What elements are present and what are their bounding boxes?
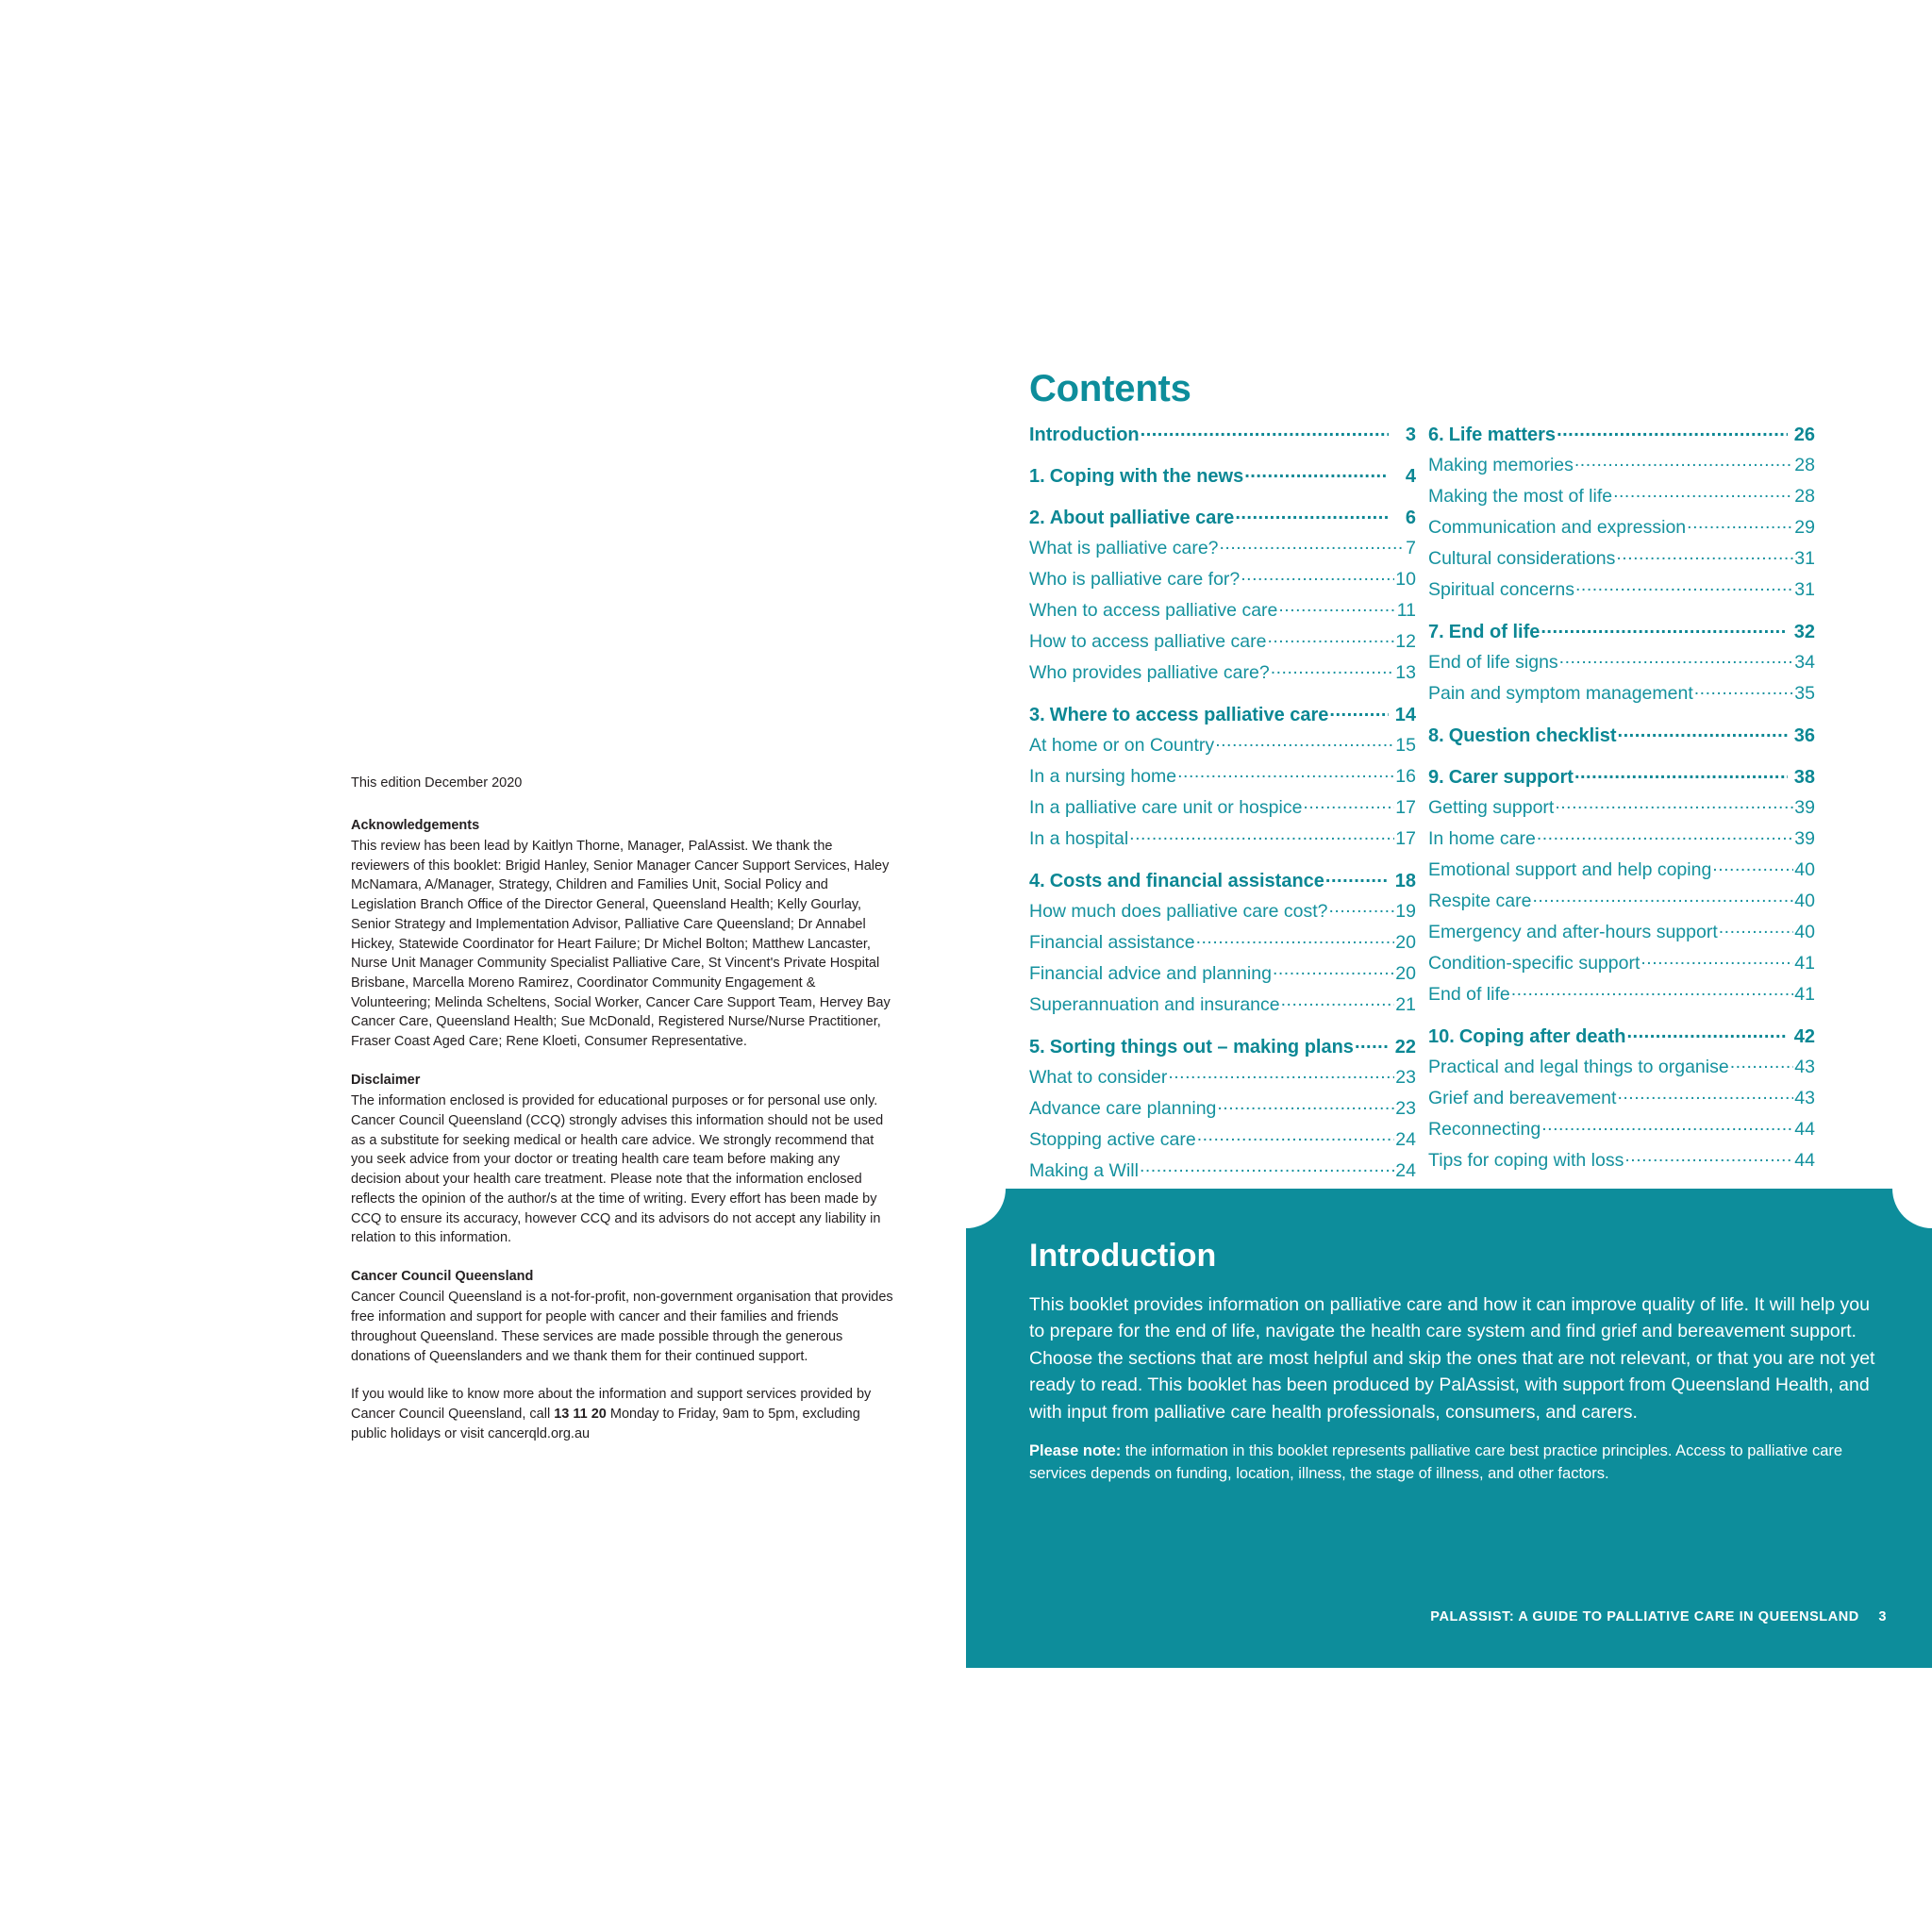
toc-entry-page: 35 — [1794, 683, 1815, 704]
toc-entry-number: 3. — [1029, 704, 1045, 725]
toc-leader-dots — [1511, 982, 1794, 1001]
toc-entry[interactable] — [1029, 1123, 1416, 1154]
toc-entry[interactable] — [1428, 853, 1815, 884]
toc-leader-dots — [1278, 598, 1395, 617]
toc-entry-number: 9. — [1428, 766, 1444, 788]
toc-entry[interactable] — [1029, 458, 1416, 490]
panel-corner-notch-left — [966, 1189, 1006, 1228]
toc-leader-dots — [1559, 650, 1794, 669]
acknowledgements-heading: Acknowledgements — [351, 817, 480, 833]
toc-entry-label: Spiritual concerns — [1428, 579, 1574, 600]
toc-entry[interactable] — [1029, 791, 1416, 822]
toc-entry[interactable] — [1428, 541, 1815, 573]
toc-entry[interactable] — [1428, 676, 1815, 708]
toc-leader-dots — [1626, 1024, 1788, 1042]
toc-group-spacer — [1428, 708, 1815, 718]
toc-entry-label: End of life signs — [1428, 652, 1558, 673]
toc-leader-dots — [1712, 858, 1793, 876]
toc-entry-number: 4. — [1029, 870, 1045, 891]
toc-entry-page: 17 — [1395, 797, 1416, 818]
toc-entry-label: Emergency and after-hours support — [1428, 922, 1718, 942]
toc-group-spacer — [1428, 749, 1815, 759]
toc-entry-label: Making a Will — [1029, 1160, 1139, 1181]
toc-entry-page: 3 — [1405, 424, 1416, 445]
toc-entry-page: 43 — [1794, 1088, 1815, 1108]
toc-entry-page: 39 — [1794, 828, 1815, 849]
toc-entry[interactable] — [1428, 791, 1815, 822]
toc-entry[interactable] — [1428, 1050, 1815, 1081]
toc-entry[interactable] — [1029, 822, 1416, 853]
toc-entry[interactable] — [1428, 1143, 1815, 1174]
toc-entry-label: Condition-specific support — [1428, 953, 1641, 974]
toc-leader-dots — [1273, 961, 1394, 980]
toc-entry[interactable] — [1428, 1019, 1815, 1050]
toc-entry-label: Life matters — [1448, 424, 1557, 445]
toc-entry[interactable] — [1428, 510, 1815, 541]
toc-entry-label: Communication and expression — [1428, 517, 1687, 538]
organisation-block — [351, 1267, 893, 1366]
toc-entry[interactable] — [1029, 728, 1416, 759]
toc-leader-dots — [1541, 619, 1788, 638]
toc-entry-label: When to access palliative care — [1029, 600, 1278, 621]
toc-entry[interactable] — [1029, 656, 1416, 687]
toc-entry-page: 34 — [1794, 652, 1815, 673]
toc-entry-page: 41 — [1794, 953, 1815, 974]
toc-entry-number: 10. — [1428, 1025, 1455, 1047]
toc-entry[interactable] — [1029, 894, 1416, 925]
toc-leader-dots — [1140, 1158, 1394, 1177]
toc-entry-page: 41 — [1794, 984, 1815, 1005]
toc-entry[interactable] — [1029, 697, 1416, 728]
toc-entry[interactable] — [1428, 884, 1815, 915]
toc-entry-number: 7. — [1428, 621, 1444, 642]
toc-entry-number: 8. — [1428, 724, 1444, 746]
toc-entry-label: Practical and legal things to organise — [1428, 1057, 1729, 1077]
toc-entry-label: Where to access palliative care — [1049, 704, 1329, 725]
toc-leader-dots — [1624, 1148, 1793, 1167]
toc-entry[interactable] — [1029, 562, 1416, 593]
front-matter-column — [351, 774, 893, 1463]
toc-leader-dots — [1141, 422, 1389, 441]
toc-entry-label: How much does palliative care cost? — [1029, 901, 1328, 922]
right-page — [966, 0, 1932, 1932]
toc-entry-label: In a palliative care unit or hospice — [1029, 797, 1303, 818]
toc-entry-page: 40 — [1794, 859, 1815, 880]
toc-group-spacer — [1428, 604, 1815, 614]
toc-leader-dots — [1537, 826, 1793, 845]
toc-leader-dots — [1168, 1065, 1394, 1084]
footer-page-number: 3 — [1878, 1609, 1887, 1624]
toc-leader-dots — [1618, 723, 1788, 741]
toc-leader-dots — [1541, 1117, 1793, 1136]
toc-entry[interactable] — [1029, 759, 1416, 791]
toc-entry-page: 23 — [1395, 1098, 1416, 1119]
contact-text-after: Monday to Friday, 9am to 5pm, excluding public holidays or visit cancerqld.org.au — [351, 1407, 860, 1441]
toc-entry-page: 6 — [1405, 507, 1416, 528]
contents-heading: Contents — [1029, 368, 1191, 409]
toc-entry[interactable] — [1029, 1029, 1416, 1060]
toc-entry-page: 38 — [1793, 766, 1815, 788]
toc-leader-dots — [1235, 505, 1389, 524]
toc-entry-page: 31 — [1794, 548, 1815, 569]
toc-entry-page: 16 — [1395, 766, 1416, 787]
introduction-note — [1029, 1441, 1875, 1486]
toc-entry-label: Who is palliative care for? — [1029, 569, 1241, 590]
toc-leader-dots — [1267, 629, 1394, 648]
toc-entry-page: 31 — [1794, 579, 1815, 600]
toc-entry[interactable] — [1428, 448, 1815, 479]
toc-entry-number: 6. — [1428, 424, 1444, 445]
toc-entry-page: 19 — [1395, 901, 1416, 922]
toc-leader-dots — [1220, 536, 1406, 555]
toc-entry[interactable] — [1029, 593, 1416, 625]
contact-block — [351, 1385, 893, 1443]
toc-leader-dots — [1325, 868, 1389, 887]
toc-entry-page: 43 — [1794, 1057, 1815, 1077]
toc-leader-dots — [1575, 577, 1793, 596]
toc-entry-label: Emotional support and help coping — [1428, 859, 1712, 880]
toc-entry[interactable] — [1428, 573, 1815, 604]
toc-entry-label: Making the most of life — [1428, 486, 1613, 507]
toc-entry-page: 36 — [1793, 724, 1815, 746]
introduction-body: This booklet provides information on palliative care and how it can improve quality of life. It will help you to prepare for the end of life, navigate the health care system and find grief and bereavement support. Choose the sections that are most helpful and skip the ones that are not relevant, or that you are not yet ready to read. This booklet has been produced by PalAssist, with support from Queensland Health, and with input from palliative care health professionals, consumers, and carers. — [1029, 1294, 1875, 1423]
toc-entry[interactable] — [1029, 925, 1416, 957]
toc-entry-label: Costs and financial assistance — [1049, 870, 1324, 891]
toc-entry-label: Financial assistance — [1029, 932, 1195, 953]
toc-leader-dots — [1129, 826, 1394, 845]
toc-entry-label: Stopping active care — [1029, 1129, 1196, 1150]
toc-entry-label: Making memories — [1428, 455, 1574, 475]
toc-entry[interactable] — [1029, 1060, 1416, 1091]
toc-entry-page: 10 — [1395, 569, 1416, 590]
toc-entry[interactable] — [1428, 1112, 1815, 1143]
toc-entry-page: 7 — [1406, 538, 1416, 558]
toc-entry-page: 40 — [1794, 922, 1815, 942]
toc-entry-label: Financial advice and planning — [1029, 963, 1272, 984]
toc-entry-label: What to consider — [1029, 1067, 1168, 1088]
toc-group-spacer — [1428, 1008, 1815, 1019]
toc-entry[interactable] — [1428, 822, 1815, 853]
toc-entry[interactable] — [1428, 977, 1815, 1008]
toc-entry-page: 24 — [1395, 1160, 1416, 1181]
page-footer — [1430, 1609, 1887, 1624]
disclaimer-body: The information enclosed is provided for educational purposes or for personal use only. Cancer Council Queensland (CCQ) strongly advises this information should not be used as a substitute for seeking medical or health care advice. We strongly recommend that you seek advice from your doctor or treating health care team before making any decision about your health care treatment. Please note that the information enclosed reflects the opinion of the author/s at the time of writing. Every effort has been made by CCQ to ensure its accuracy, however CCQ and its advisors do not accept any liability in relation to this information. — [351, 1093, 884, 1246]
toc-entry-label: Grief and bereavement — [1428, 1088, 1617, 1108]
toc-entry-page: 17 — [1395, 828, 1416, 849]
toc-leader-dots — [1244, 463, 1389, 482]
toc-leader-dots — [1355, 1034, 1389, 1053]
toc-entry-page: 13 — [1395, 662, 1416, 683]
toc-entry[interactable] — [1428, 614, 1815, 645]
toc-entry-label: Coping with the news — [1049, 465, 1244, 487]
toc-entry-page: 11 — [1396, 600, 1416, 621]
toc-entry-page: 26 — [1793, 424, 1815, 445]
toc-entry-label: End of life — [1428, 984, 1510, 1005]
toc-entry-label: Advance care planning — [1029, 1098, 1217, 1119]
toc-entry[interactable] — [1428, 479, 1815, 510]
toc-entry-label: Respite care — [1428, 891, 1532, 911]
toc-column-2 — [1428, 417, 1815, 1257]
contact-text-before: If you would like to know more about the information and support services provided by Cancer Council Queensland, call — [351, 1387, 872, 1423]
toc-group-spacer — [1428, 1174, 1815, 1185]
toc-entry[interactable] — [1029, 417, 1416, 448]
toc-entry-label: In home care — [1428, 828, 1536, 849]
toc-entry-page: 15 — [1395, 735, 1416, 756]
toc-entry-label: Superannuation and insurance — [1029, 994, 1280, 1015]
toc-leader-dots — [1557, 422, 1788, 441]
toc-entry-page: 28 — [1794, 455, 1815, 475]
toc-entry-label: End of life — [1448, 621, 1541, 642]
toc-leader-dots — [1329, 702, 1389, 721]
toc-leader-dots — [1574, 453, 1793, 472]
toc-leader-dots — [1303, 795, 1394, 814]
toc-leader-dots — [1574, 764, 1788, 783]
toc-entry[interactable] — [1029, 500, 1416, 531]
edition-date: This edition December 2020 — [351, 775, 523, 791]
toc-group-spacer — [1029, 853, 1416, 863]
toc-entry[interactable] — [1428, 718, 1815, 749]
toc-leader-dots — [1215, 733, 1394, 752]
disclaimer-heading: Disclaimer — [351, 1072, 421, 1088]
toc-entry-page: 12 — [1395, 631, 1416, 652]
toc-entry-page: 20 — [1395, 932, 1416, 953]
toc-entry[interactable] — [1029, 1154, 1416, 1185]
toc-entry-page: 21 — [1395, 994, 1416, 1015]
toc-entry[interactable] — [1428, 946, 1815, 977]
toc-group-spacer — [1029, 1019, 1416, 1029]
panel-corner-notch-right — [1892, 1189, 1932, 1228]
toc-leader-dots — [1217, 1096, 1394, 1115]
toc-entry-page: 28 — [1794, 486, 1815, 507]
toc-leader-dots — [1241, 567, 1394, 586]
toc-entry-label: About palliative care — [1049, 507, 1235, 528]
acknowledgements-body: This review has been lead by Kaitlyn Thorne, Manager, PalAssist. We thank the reviewers of this booklet: Brigid Hanley, Senior Manager Cancer Support Services, Haley McNamara, A/Manager, Strategy, Children and Families Unit, Social Policy and Legislation Branch Office of the Director General, Queensland Health; Kelly Gourlay, Senior Strategy and Implementation Advisor, Palliative Care Queensland; Dr Annabel Hickey, Statewide Coordinator for Heart Failure; Dr Michel Bolton; Matthew Lancaster, Nurse Unit Manager Community Specialist Palliative Care, St Vincent's Private Hospital Brisbane, Marcella Moreno Ramirez, Coordinator Community Engagement & Volunteering; Melinda Scheltens, Social Worker, Cancer Care Support Team, Hervey Bay Cancer Care, Queensland Health; Sue McDonald, Registered Nurse/Nurse Practitioner, Fraser Coast Aged Care; Rene Kloeti, Consumer Representative. — [351, 838, 891, 1050]
toc-leader-dots — [1329, 899, 1395, 918]
toc-entry-label: Getting support — [1428, 797, 1555, 818]
toc-entry[interactable] — [1428, 759, 1815, 791]
toc-entry[interactable] — [1029, 988, 1416, 1019]
toc-entry-page: 29 — [1794, 517, 1815, 538]
toc-leader-dots — [1616, 546, 1793, 565]
toc-leader-dots — [1730, 1055, 1794, 1074]
toc-entry-page: 40 — [1794, 891, 1815, 911]
introduction-note-label: Please note: — [1029, 1442, 1122, 1460]
toc-entry[interactable] — [1029, 625, 1416, 656]
toc-entry[interactable] — [1428, 915, 1815, 946]
toc-entry[interactable] — [1029, 863, 1416, 894]
toc-entry[interactable] — [1428, 417, 1815, 448]
toc-entry-page: 44 — [1794, 1119, 1815, 1140]
toc-leader-dots — [1197, 1127, 1395, 1146]
toc-entry-label: Who provides palliative care? — [1029, 662, 1270, 683]
toc-entry[interactable] — [1029, 531, 1416, 562]
toc-entry-label: Reconnecting — [1428, 1119, 1541, 1140]
toc-leader-dots — [1613, 484, 1793, 503]
toc-leader-dots — [1555, 795, 1793, 814]
toc-leader-dots — [1694, 681, 1794, 700]
contact-phone-number: 13 11 20 — [554, 1407, 607, 1423]
toc-entry-label: Carer support — [1448, 766, 1574, 788]
toc-entry-label: Pain and symptom management — [1428, 683, 1693, 704]
toc-entry[interactable] — [1029, 957, 1416, 988]
toc-entry-page: 32 — [1793, 621, 1815, 642]
toc-group-spacer — [1029, 490, 1416, 500]
toc-entry-label: How to access palliative care — [1029, 631, 1267, 652]
acknowledgements-block — [351, 816, 893, 1052]
toc-group-spacer — [1029, 687, 1416, 697]
toc-leader-dots — [1281, 992, 1395, 1011]
toc-entry-label: Sorting things out – making plans — [1049, 1036, 1354, 1058]
toc-entry-page: 23 — [1395, 1067, 1416, 1088]
toc-entry-page: 20 — [1395, 963, 1416, 984]
toc-entry-page: 18 — [1394, 870, 1416, 891]
toc-leader-dots — [1641, 951, 1793, 970]
toc-entry-page: 14 — [1394, 704, 1416, 725]
toc-entry-label: Question checklist — [1448, 724, 1617, 746]
toc-entry-number: 1. — [1029, 465, 1045, 487]
toc-leader-dots — [1617, 1086, 1793, 1105]
toc-entry-number: 2. — [1029, 507, 1045, 528]
toc-leader-dots — [1177, 764, 1394, 783]
introduction-panel — [966, 1189, 1932, 1668]
toc-entry[interactable] — [1428, 1081, 1815, 1112]
toc-entry-page: 42 — [1793, 1025, 1815, 1047]
toc-entry-page: 24 — [1395, 1129, 1416, 1150]
toc-entry-label: In a hospital — [1029, 828, 1129, 849]
toc-leader-dots — [1719, 920, 1794, 939]
toc-entry-label: In a nursing home — [1029, 766, 1177, 787]
toc-entry-page: 44 — [1794, 1150, 1815, 1171]
toc-entry[interactable] — [1428, 645, 1815, 676]
toc-entry-label: Cultural considerations — [1428, 548, 1616, 569]
toc-entry-page: 22 — [1394, 1036, 1416, 1058]
toc-entry-label: At home or on Country — [1029, 735, 1215, 756]
contact-paragraph — [351, 1385, 893, 1443]
toc-column-1 — [1029, 417, 1416, 1247]
toc-group-spacer — [1029, 448, 1416, 458]
toc-entry-label: Coping after death — [1458, 1025, 1626, 1047]
organisation-heading: Cancer Council Queensland — [351, 1269, 534, 1285]
toc-leader-dots — [1196, 930, 1395, 949]
toc-entry[interactable] — [1029, 1091, 1416, 1123]
toc-leader-dots — [1532, 889, 1793, 908]
toc-entry-page: 4 — [1405, 465, 1416, 487]
toc-entry-page: 39 — [1794, 797, 1815, 818]
toc-entry-label: Tips for coping with loss — [1428, 1150, 1624, 1171]
toc-leader-dots — [1687, 515, 1793, 534]
footer-title: PALASSIST: A GUIDE TO PALLIATIVE CARE IN QUEENSLAND — [1430, 1609, 1859, 1624]
introduction-title: Introduction — [1029, 1238, 1217, 1274]
toc-entry-label: What is palliative care? — [1029, 538, 1219, 558]
toc-entry-label: Introduction — [1029, 424, 1140, 445]
introduction-note-body: the information in this booklet represents palliative care best practice principles. Access to palliative care services depends on funding, location, illness, the stage of illness, and other factors. — [1029, 1442, 1843, 1483]
toc-leader-dots — [1271, 660, 1395, 679]
disclaimer-block — [351, 1071, 893, 1248]
toc-entry-number: 5. — [1029, 1036, 1045, 1058]
organisation-body: Cancer Council Queensland is a not-for-profit, non-government organisation that provides free information and support for people with cancer and their families and friends throughout Queensland. These services are made possible through the generous donations of Queenslanders and we thank them for their continued support. — [351, 1290, 893, 1364]
